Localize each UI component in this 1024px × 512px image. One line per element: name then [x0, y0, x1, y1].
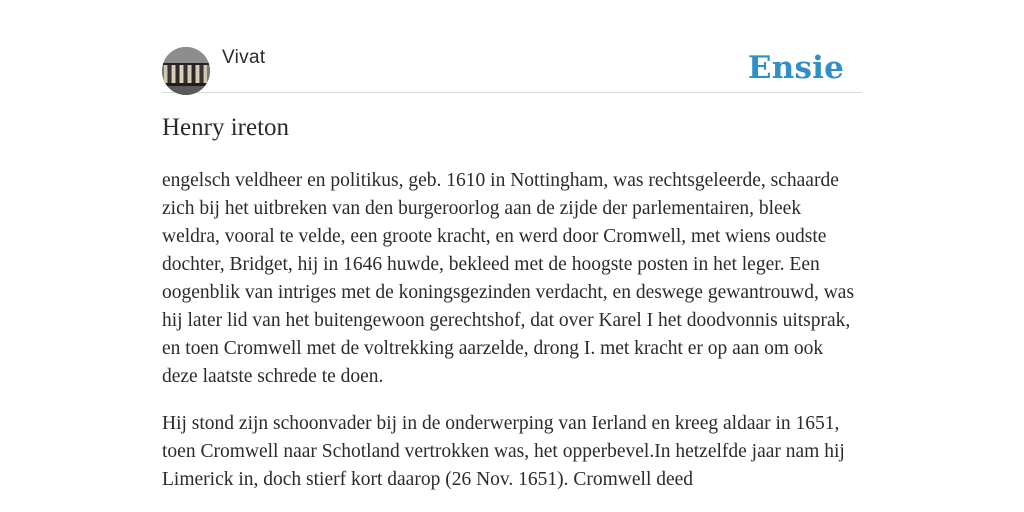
book-spines-icon [162, 47, 210, 95]
page-title: Henry ireton [162, 114, 290, 141]
article-paragraph-1: engelsch veldheer en politikus, geb. 1610 in Nottingham, was rechtsgeleerde, schaarde zich bij het uitbreken van den burgeroorlog aan de zijde der parlementairen, bleek weldra, vooral te velde, een groote kracht, en werd door Cromwell, met wiens oudste dochter, Bridget, hij in 1646 huwde, bekleed met de hoogste posten in het leger. Een oogenblik van intriges met de koningsgezinden verdacht, en deswege gewantrouwd, was hij later lid van het buitengewoon gerechtshof, dat over Karel I het doodvonnis uitsprak, en toen Cromwell met de voltrekking aarzelde, drong I. met kracht er op aan om ook deze laatste schrede te doen. [162, 170, 855, 387]
author-name[interactable]: Vivat [222, 47, 266, 68]
article-body [162, 167, 862, 512]
article-paragraph-2: Hij stond zijn schoonvader bij in de onderwerping van Ierland en kreeg aldaar in 1651, toen Cromwell naar Schotland vertrokken was, het opperbevel.In hetzelfde jaar nam hij Limerick in, doch stierf kort daarop (26 Nov. 1651). Cromwell deed [162, 413, 845, 490]
header [162, 46, 862, 93]
author-avatar[interactable] [162, 47, 210, 95]
site-logo[interactable]: Ensie [747, 50, 844, 86]
